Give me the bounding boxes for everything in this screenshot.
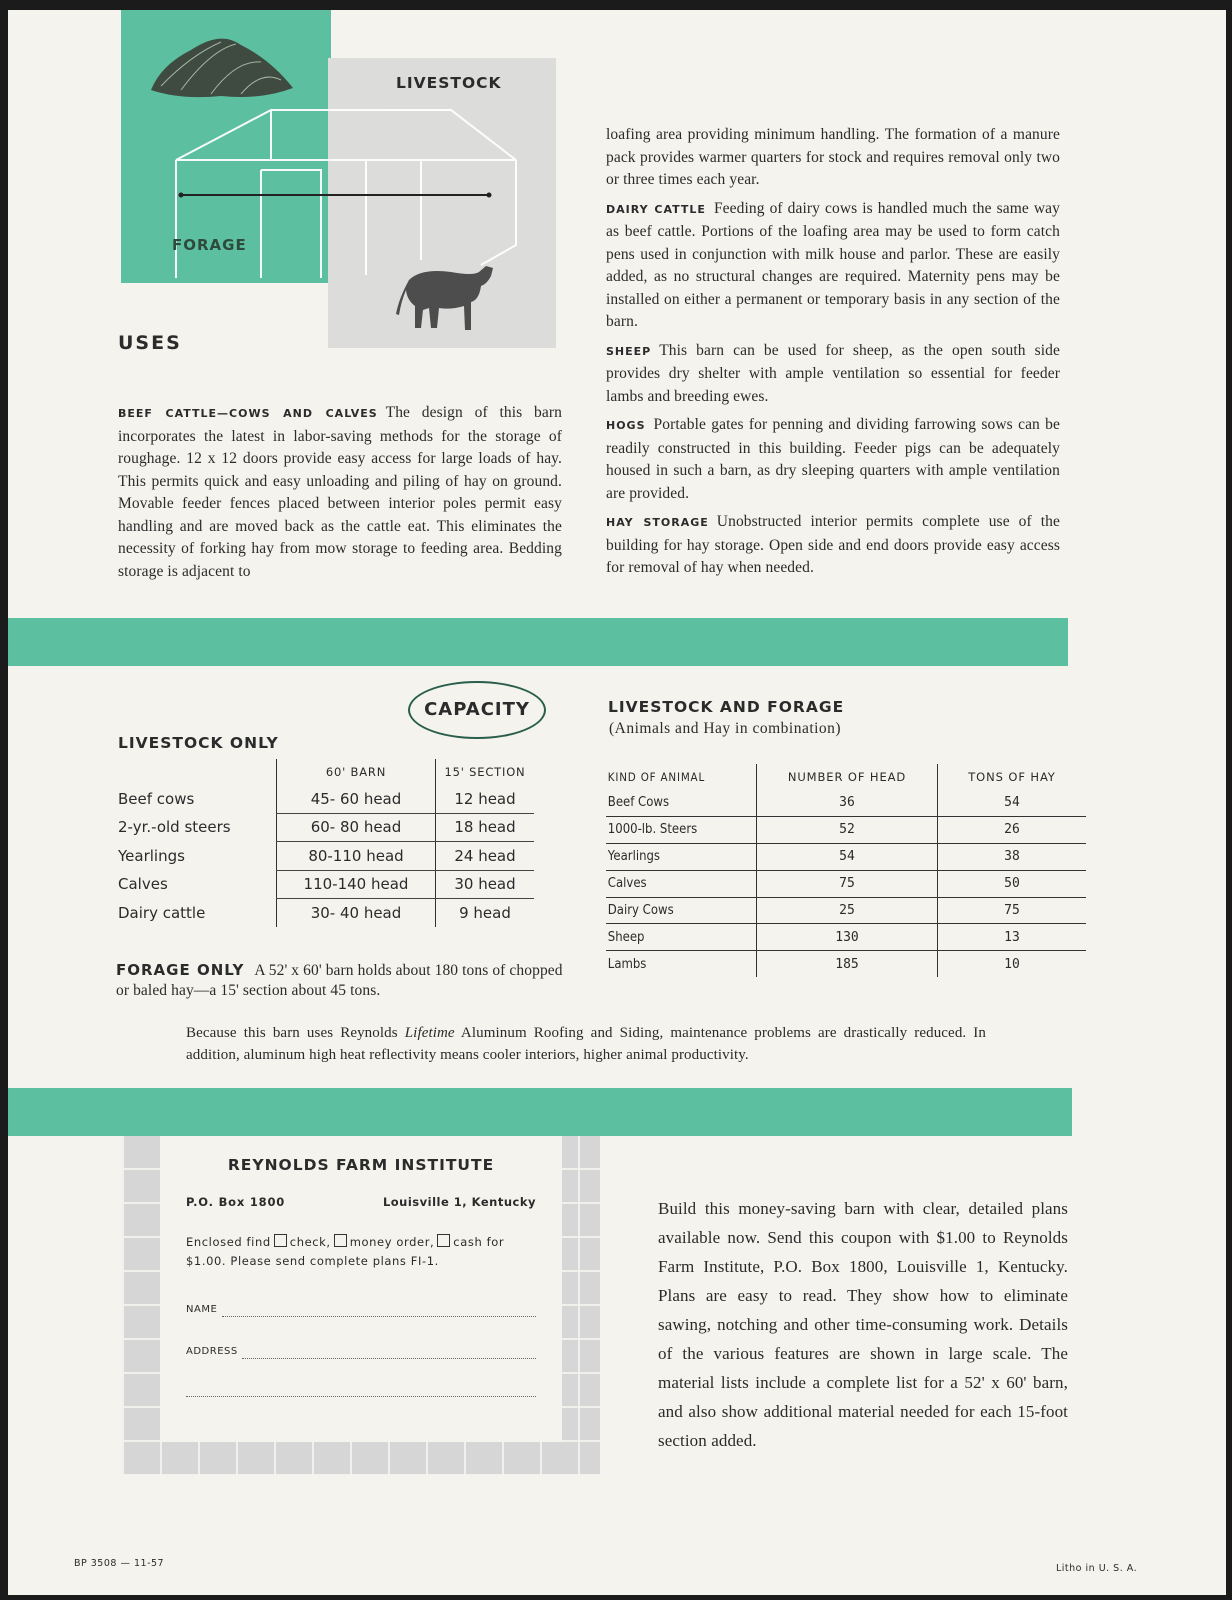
divider-band-bottom xyxy=(8,1088,1072,1136)
capacity-badge: CAPACITY xyxy=(408,681,546,739)
right-column xyxy=(606,124,1060,580)
header-cell: NUMBER OF HEAD xyxy=(757,764,938,790)
money-order-label: money order, xyxy=(349,1235,435,1249)
dairy-cattle-lead: DAIRY CATTLE xyxy=(606,202,706,216)
beef-cattle-paragraph xyxy=(118,402,562,583)
enclosed-label: Enclosed find xyxy=(186,1235,271,1249)
hay-cell: 13 xyxy=(938,924,1087,951)
coupon-title: REYNOLDS FARM INSTITUTE xyxy=(227,1156,495,1174)
barn-cell: 30- 40 head xyxy=(277,899,436,927)
head-cell: 36 xyxy=(757,790,938,816)
note-part-2: Aluminum Roofing and Siding, maintenance problems are drastically reduced. In addition, aluminum high heat reflectivity means cooler interiors, higher animal productivity. xyxy=(186,1025,987,1063)
beef-cattle-lead: BEEF CATTLE—COWS AND CALVES xyxy=(118,407,378,420)
table-row xyxy=(606,843,1086,870)
forage-label: FORAGE xyxy=(172,236,247,254)
coupon-amount-line: $1.00. Please send complete plans FI-1. xyxy=(186,1254,439,1268)
barn-cell: 80-110 head xyxy=(277,842,436,871)
address-field[interactable] xyxy=(242,1358,536,1359)
hay-storage-text: Unobstructed interior permits complete use of the building for hay storage. Open side and end doors provide easy access for removal of hay when needed. xyxy=(606,513,1061,576)
hay-storage-lead: HAY STORAGE xyxy=(606,516,709,529)
animal-cell: Beef Cows xyxy=(606,790,741,816)
barn-cell: 60- 80 head xyxy=(277,813,436,842)
note-lifetime: Lifetime xyxy=(404,1025,455,1041)
beef-cattle-text: The design of this barn incorporates the latest in labor-saving methods for the storage of roughage. 12 x 12 doors provide easy access for large loads of hay. This permits quick and easy unloading and piling of hay on ground. Movable feeder fences placed between interior poles permit easy handling and are moved back as the cattle eat. This eliminates the necessity of forking hay from mow storage to feeding area. Bedding storage is adjacent to xyxy=(118,404,562,580)
sheep-lead: SHEEP xyxy=(606,344,652,358)
name-field[interactable] xyxy=(222,1316,536,1317)
hay-pile-icon xyxy=(151,39,293,98)
hogs-text: Portable gates for penning and dividing farrowing sows can be readily constructed in this building. Feeder pigs can be adequately housed in such a barn, as dry sleeping quarters with ample ventilation are provided. xyxy=(606,416,1060,502)
table-header-row xyxy=(606,764,1086,790)
barn-cell: 45- 60 head xyxy=(277,785,436,813)
header-cell: 15' SECTION xyxy=(436,759,535,785)
livestock-forage-heading: LIVESTOCK AND FORAGE xyxy=(608,698,845,716)
head-cell: 54 xyxy=(757,843,938,870)
cash-checkbox[interactable] xyxy=(437,1234,450,1247)
barn-cell: 110-140 head xyxy=(277,870,436,899)
section-cell: 18 head xyxy=(436,813,535,842)
coupon-enclosed-line xyxy=(186,1234,538,1249)
cash-label: cash for xyxy=(453,1235,505,1249)
hay-cell: 50 xyxy=(938,870,1087,897)
animal-cell: Calves xyxy=(118,875,168,894)
table-row xyxy=(606,951,1086,977)
head-cell: 185 xyxy=(757,951,938,977)
forage-only-lead: FORAGE ONLY xyxy=(116,961,245,979)
page xyxy=(8,10,1226,1595)
order-paragraph: Build this money-saving barn with clear, detailed plans available now. Send this coupon with $1.00 to Reynolds Farm Institute, P.O. Box 1800, Louisville 1, Kentucky. Plans are easy to read. They show how to eliminate sawing, notching and other time-consuming work. Details of the various features are shown in large scale. The material lists include a complete list for a 52' x 60' barn, and also show additional material needed for each 15-foot section added. xyxy=(658,1199,1068,1450)
coupon-city: Louisville 1, Kentucky xyxy=(382,1195,536,1209)
hay-cell: 54 xyxy=(938,790,1087,816)
header-cell xyxy=(116,759,277,785)
animal-cell: Sheep xyxy=(606,924,741,951)
hogs-lead: HOGS xyxy=(606,419,646,432)
animal-cell: 1000-lb. Steers xyxy=(606,816,741,843)
table-row xyxy=(606,924,1086,951)
animal-cell: 2-yr.-old steers xyxy=(118,818,231,837)
animal-cell: Dairy Cows xyxy=(606,897,741,924)
hay-cell: 38 xyxy=(938,843,1087,870)
hogs-paragraph xyxy=(606,414,1060,505)
continuation-text: loafing area providing minimum handling. The formation of a manure pack provides warmer quarters for stock and requires removal only two or three times each year. xyxy=(606,126,1060,188)
table-row xyxy=(116,899,534,927)
footer-code: BP 3508 — 11-57 xyxy=(74,1558,165,1569)
address-field-second-line[interactable] xyxy=(186,1396,536,1397)
table-header-row xyxy=(116,759,534,785)
header-cell: TONS OF HAY xyxy=(938,764,1087,790)
coupon xyxy=(122,1136,600,1475)
animal-cell: Dairy cattle xyxy=(118,903,206,922)
head-cell: 75 xyxy=(757,870,938,897)
table-row xyxy=(606,897,1086,924)
coupon-inner xyxy=(160,1136,562,1442)
forage-only-paragraph xyxy=(116,960,576,1001)
table-row xyxy=(116,870,534,899)
head-cell: 52 xyxy=(757,816,938,843)
section-cell: 30 head xyxy=(436,870,535,899)
head-cell: 130 xyxy=(757,924,938,951)
aluminum-note xyxy=(186,1022,986,1066)
dairy-cattle-text: Feeding of dairy cows is handled much the same way as beef cattle. Portions of the loafing area may be used to form catch pens used in conjunction with milk house and parlor. These are easily added, as no structural changes are required. Maternity pens may be installed on either a permanent or temporary basis in any section of the barn. xyxy=(606,199,1060,330)
animal-cell: Beef cows xyxy=(118,790,195,808)
table-row xyxy=(606,870,1086,897)
money-order-checkbox[interactable] xyxy=(334,1234,347,1247)
animal-cell: Yearlings xyxy=(606,843,741,870)
hay-storage-paragraph xyxy=(606,511,1060,580)
sheep-text: This barn can be used for sheep, as the open south side provides dry shelter with ample ventilation so essential for feeder lambs and breeding ewes. xyxy=(606,341,1060,405)
section-cell: 24 head xyxy=(436,842,535,871)
table-row xyxy=(116,842,534,871)
section-cell: 12 head xyxy=(436,785,535,813)
livestock-only-heading: LIVESTOCK ONLY xyxy=(118,734,279,752)
livestock-label: LIVESTOCK xyxy=(396,74,502,92)
animal-cell: Calves xyxy=(606,870,741,897)
animal-cell: Lambs xyxy=(607,956,647,972)
hay-cell: 10 xyxy=(938,951,1087,977)
table-row xyxy=(116,813,534,842)
animal-cell: Yearlings xyxy=(118,846,185,865)
head-cell: 25 xyxy=(757,897,938,924)
table-row xyxy=(606,816,1086,843)
footer-litho: Litho in U. S. A. xyxy=(1056,1563,1138,1574)
check-checkbox[interactable] xyxy=(274,1234,287,1247)
barn-illustration xyxy=(121,10,561,350)
forage-only-text: A 52' x 60' barn holds about 180 tons of chopped or baled hay—a 15' section about 45 tons. xyxy=(116,962,563,999)
address-label: ADDRESS xyxy=(186,1346,238,1357)
dairy-cattle-paragraph xyxy=(606,198,1060,334)
name-label: NAME xyxy=(186,1304,218,1315)
hay-cell: 26 xyxy=(938,816,1087,843)
header-cell: KIND OF ANIMAL xyxy=(607,770,706,784)
header-cell: 60' BARN xyxy=(277,759,436,785)
livestock-only-table xyxy=(116,759,534,927)
note-part-1: Because this barn uses Reynolds xyxy=(186,1025,405,1041)
uses-heading: USES xyxy=(118,332,182,354)
table-row xyxy=(116,785,534,813)
coupon-po-box: P.O. Box 1800 xyxy=(186,1195,286,1209)
livestock-forage-table xyxy=(606,764,1086,977)
check-label: check, xyxy=(289,1235,331,1249)
table-row xyxy=(606,790,1086,816)
section-cell: 9 head xyxy=(436,899,535,927)
divider-band-top xyxy=(8,618,1068,666)
livestock-forage-subheading: (Animals and Hay in combination) xyxy=(609,720,842,737)
cow-icon xyxy=(396,266,493,330)
sheep-paragraph xyxy=(606,340,1060,409)
hay-cell: 75 xyxy=(938,897,1087,924)
